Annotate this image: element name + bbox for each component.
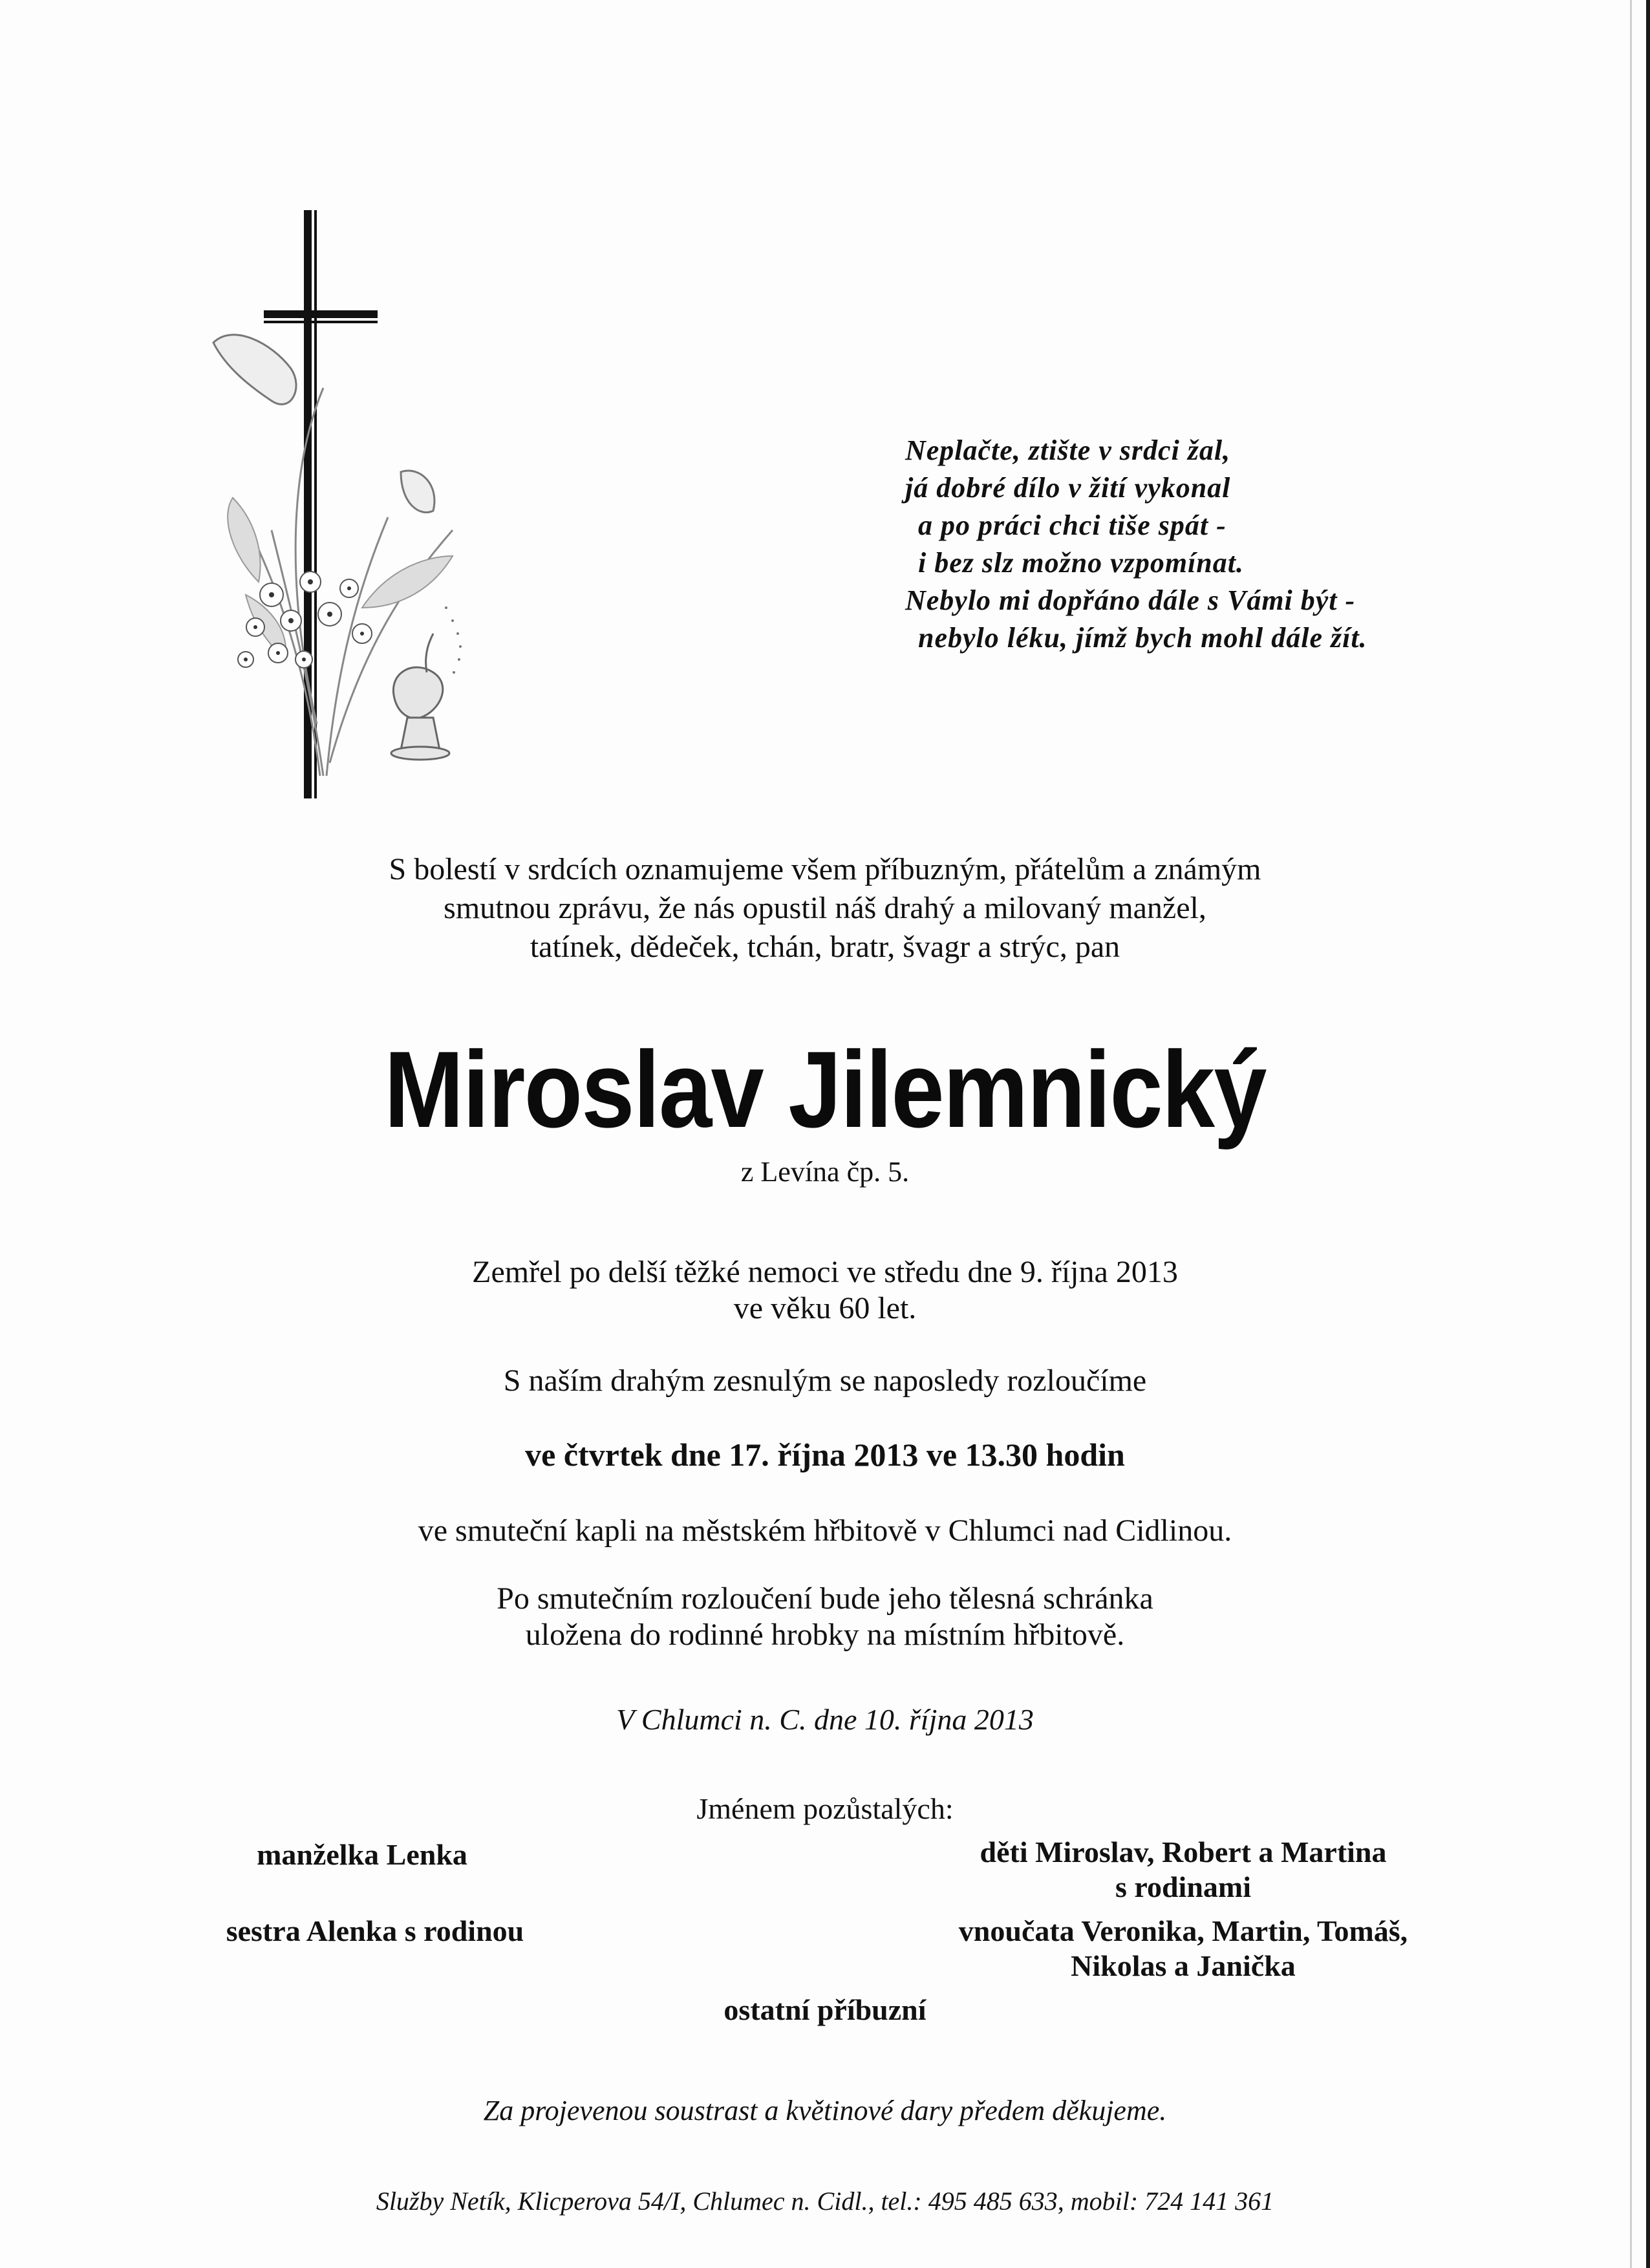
deceased-name: Miroslav Jilemnický xyxy=(384,1029,1266,1150)
mourner-children-line: s rodinami xyxy=(1115,1870,1252,1903)
leaves-icon xyxy=(228,498,453,659)
poem-line: Neplačte, ztište v srdci žal, xyxy=(905,434,1231,466)
funeral-service-footer: Služby Netík, Klicperova 54/I, Chlumec n. Cidl., tel.: 495 485 633, mobil: 724 141 361 xyxy=(376,2187,1274,2216)
poem-line: i bez slz možno vzpomínat. xyxy=(918,547,1244,579)
mourner-grandchildren-line: vnoučata Veronika, Martin, Tomáš, xyxy=(958,1914,1408,1947)
mourner-grandchildren-line: Nikolas a Janička xyxy=(1071,1949,1296,1982)
farewell-intro: S naším drahým zesnulým se naposledy rozloučíme xyxy=(503,1364,1147,1398)
scan-edge-shadow xyxy=(1630,0,1632,2268)
thanks-note: Za projevenou soustrast a květinové dary předem děkujeme. xyxy=(483,2095,1167,2126)
memorial-poem xyxy=(905,432,1526,657)
oil-lamp-icon xyxy=(391,634,449,760)
mourner-sister: sestra Alenka s rodinou xyxy=(226,1914,524,1947)
death-info-line: Zemřel po delší těžké nemoci ve středu dne 9. října 2013 xyxy=(472,1255,1178,1289)
ceremony-place: ve smuteční kapli na městském hřbitově v Chlumci nad Cidlinou. xyxy=(418,1514,1232,1548)
mourner-children xyxy=(879,1835,1487,1905)
mourner-relatives: ostatní příbuzní xyxy=(723,1993,927,2026)
burial-info-line: Po smutečním rozloučení bude jeho tělesná schránka xyxy=(497,1581,1153,1616)
announcement-line: S bolestí v srdcích oznamujeme všem příbuzným, přátelům a známým xyxy=(389,852,1261,886)
place-and-date: V Chlumci n. C. dne 10. října 2013 xyxy=(616,1703,1034,1736)
ceremony-time: ve čtvrtek dne 17. října 2013 ve 13.30 hodin xyxy=(525,1437,1125,1473)
cross-icon xyxy=(264,210,378,798)
poem-line: Nebylo mi dopřáno dále s Vámi být - xyxy=(905,584,1356,616)
mourner-children-line: děti Miroslav, Robert a Martina xyxy=(980,1835,1387,1868)
mourner-wife: manželka Lenka xyxy=(257,1838,467,1871)
announcement xyxy=(0,850,1650,967)
poem-line: já dobré dílo v žití vykonal xyxy=(905,472,1231,504)
calla-lily-icon xyxy=(213,335,434,513)
announcement-line: smutnou zprávu, že nás opustil náš drahý a milovaný manžel, xyxy=(444,891,1206,925)
announcement-line: tatínek, dědeček, tchán, bratr, švagr a strýc, pan xyxy=(530,930,1120,964)
scan-edge xyxy=(1646,0,1650,2268)
cross-with-flowers-illustration xyxy=(194,194,556,815)
dots-decoration-icon xyxy=(445,606,462,674)
deceased-origin: z Levína čp. 5. xyxy=(740,1156,910,1188)
death-info xyxy=(0,1254,1650,1327)
poem-line: nebylo léku, jímž bych mohl dále žít. xyxy=(918,622,1367,654)
mourner-grandchildren xyxy=(879,1914,1487,1984)
burial-info-line: uložena do rodinné hrobky na místním hřbitově. xyxy=(525,1618,1125,1652)
poem-line: a po práci chci tiše spát - xyxy=(918,509,1227,541)
mourners-heading: Jménem pozůstalých: xyxy=(696,1792,954,1825)
burial-info xyxy=(0,1581,1650,1653)
death-info-line: ve věku 60 let. xyxy=(733,1291,917,1325)
